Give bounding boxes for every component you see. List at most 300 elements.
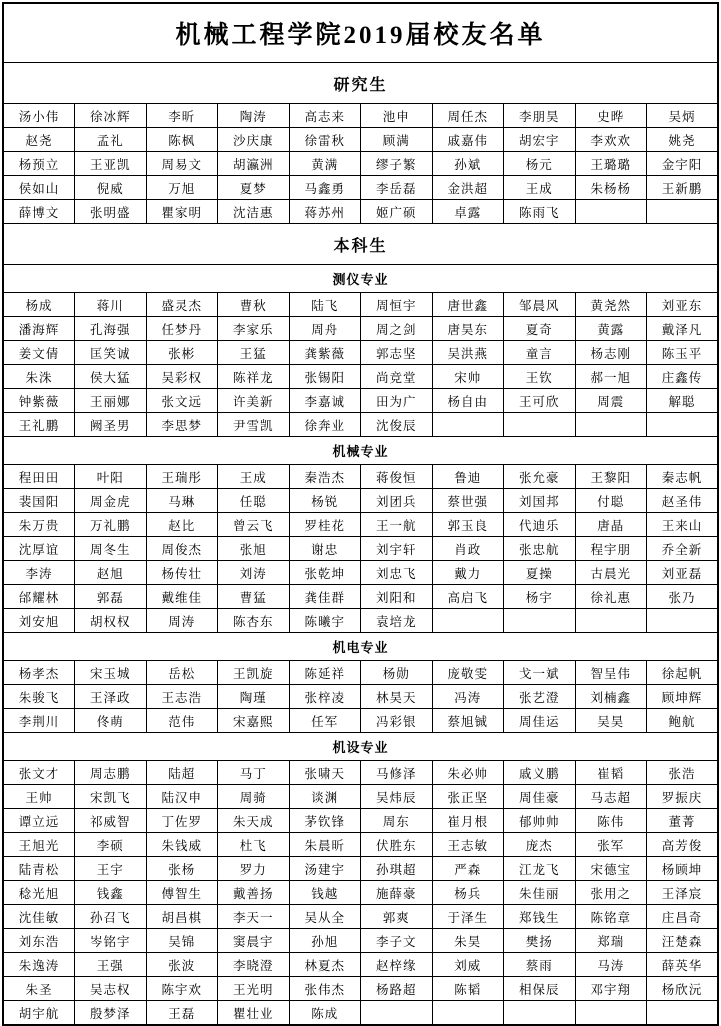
name-cell: 古晨光 — [575, 561, 647, 585]
name-cell: 杨志刚 — [575, 341, 647, 365]
name-cell: 赵圣伟 — [647, 489, 719, 513]
name-cell: 朱骏飞 — [3, 685, 75, 709]
name-cell: 戚义鹏 — [504, 761, 576, 785]
name-cell: 张波 — [146, 953, 218, 977]
alumni-table — [2, 2, 719, 1026]
section-row — [3, 265, 718, 293]
name-cell: 陶涛 — [218, 104, 290, 128]
name-cell: 李荆川 — [3, 709, 75, 733]
name-cell: 侯大猛 — [75, 365, 147, 389]
name-cell: 王成 — [218, 465, 290, 489]
name-cell: 刘宇轩 — [361, 537, 433, 561]
name-cell: 乔全新 — [647, 537, 719, 561]
name-cell: 张艺澄 — [504, 685, 576, 709]
name-cell: 刘亚东 — [647, 293, 719, 317]
name-cell: 瞿家明 — [146, 200, 218, 224]
name-cell: 周佳运 — [504, 709, 576, 733]
name-cell: 陈雨飞 — [504, 200, 576, 224]
name-cell: 夏操 — [504, 561, 576, 585]
name-cell: 刘威 — [432, 953, 504, 977]
name-cell: 林昊天 — [361, 685, 433, 709]
name-cell: 马涛 — [575, 953, 647, 977]
name-cell: 任聪 — [218, 489, 290, 513]
name-cell: 沈厚谊 — [3, 537, 75, 561]
table-row — [3, 128, 718, 152]
name-cell: 李家乐 — [218, 317, 290, 341]
name-cell: 薛博文 — [3, 200, 75, 224]
name-cell: 张军 — [575, 833, 647, 857]
name-cell — [647, 200, 719, 224]
name-cell: 高志来 — [289, 104, 361, 128]
name-cell: 陈成 — [289, 1001, 361, 1026]
name-cell: 张梓凌 — [289, 685, 361, 709]
name-cell: 陈韬 — [432, 977, 504, 1001]
name-cell: 张明盛 — [75, 200, 147, 224]
name-cell: 智呈伟 — [575, 661, 647, 685]
name-cell: 庞敬雯 — [432, 661, 504, 685]
name-cell: 朱圣 — [3, 977, 75, 1001]
name-cell — [575, 200, 647, 224]
section-header: 机设专业 — [3, 733, 718, 761]
table-row — [3, 929, 718, 953]
name-cell: 薛英华 — [647, 953, 719, 977]
name-cell: 钱越 — [289, 881, 361, 905]
name-cell: 郭志坚 — [361, 341, 433, 365]
name-cell: 戈一斌 — [504, 661, 576, 685]
name-cell: 李涛 — [3, 561, 75, 585]
name-cell: 孟礼 — [75, 128, 147, 152]
name-cell: 周佳豪 — [504, 785, 576, 809]
name-cell: 陈延祥 — [289, 661, 361, 685]
table-row — [3, 513, 718, 537]
name-cell: 窦晨宇 — [218, 929, 290, 953]
name-cell: 马琳 — [146, 489, 218, 513]
section-row — [3, 63, 718, 104]
name-cell: 胡宏宇 — [504, 128, 576, 152]
name-cell: 李硕 — [75, 833, 147, 857]
name-cell: 王来山 — [647, 513, 719, 537]
name-cell: 王凯旋 — [218, 661, 290, 685]
name-cell — [647, 413, 719, 437]
name-cell: 刘楠鑫 — [575, 685, 647, 709]
name-cell: 伏胜东 — [361, 833, 433, 857]
name-cell: 周易文 — [146, 152, 218, 176]
name-cell: 侯如山 — [3, 176, 75, 200]
name-cell: 付聪 — [575, 489, 647, 513]
name-cell: 朱必帅 — [432, 761, 504, 785]
name-cell: 杨勋 — [361, 661, 433, 685]
name-cell: 王猛 — [218, 341, 290, 365]
name-cell: 刘忠飞 — [361, 561, 433, 585]
name-cell: 周金虎 — [75, 489, 147, 513]
name-cell: 唐昊东 — [432, 317, 504, 341]
name-cell: 李思梦 — [146, 413, 218, 437]
name-cell: 杨锐 — [289, 489, 361, 513]
name-cell: 刘涛 — [218, 561, 290, 585]
name-cell: 王宇 — [75, 857, 147, 881]
name-cell: 戚嘉伟 — [432, 128, 504, 152]
name-cell: 朱钱威 — [146, 833, 218, 857]
name-cell: 张乾坤 — [289, 561, 361, 585]
name-cell: 龚紫薇 — [289, 341, 361, 365]
name-cell: 钟紫薇 — [3, 389, 75, 413]
name-cell: 盛灵杰 — [146, 293, 218, 317]
name-cell: 相保辰 — [504, 977, 576, 1001]
name-cell: 姬广硕 — [361, 200, 433, 224]
name-cell: 张乃 — [647, 585, 719, 609]
table-row — [3, 585, 718, 609]
name-cell: 朱晨昕 — [289, 833, 361, 857]
name-cell: 鲍航 — [647, 709, 719, 733]
name-cell: 张伟杰 — [289, 977, 361, 1001]
name-cell: 庄鑫传 — [647, 365, 719, 389]
table-row — [3, 785, 718, 809]
name-cell: 王旭光 — [3, 833, 75, 857]
name-cell: 金宇阳 — [647, 152, 719, 176]
table-row — [3, 413, 718, 437]
name-cell: 鲁迪 — [432, 465, 504, 489]
name-cell: 肖政 — [432, 537, 504, 561]
name-cell: 张旭 — [218, 537, 290, 561]
name-cell: 陈伟 — [575, 809, 647, 833]
name-cell: 田为广 — [361, 389, 433, 413]
name-cell: 吴锦 — [146, 929, 218, 953]
table-row — [3, 489, 718, 513]
table-row — [3, 561, 718, 585]
name-cell: 崔月根 — [432, 809, 504, 833]
section-header: 本科生 — [3, 224, 718, 265]
name-cell: 刘安旭 — [3, 609, 75, 633]
name-cell: 徐冰辉 — [75, 104, 147, 128]
name-cell: 王新鹏 — [647, 176, 719, 200]
name-cell: 姜文倩 — [3, 341, 75, 365]
name-cell: 朱佳丽 — [504, 881, 576, 905]
table-row — [3, 661, 718, 685]
name-cell: 王丽娜 — [75, 389, 147, 413]
name-cell: 袁培龙 — [361, 609, 433, 633]
name-cell: 姚尧 — [647, 128, 719, 152]
name-cell: 刘国邦 — [504, 489, 576, 513]
name-cell: 樊扬 — [504, 929, 576, 953]
name-cell: 陈宇欢 — [146, 977, 218, 1001]
name-cell: 王帅 — [3, 785, 75, 809]
name-cell — [504, 609, 576, 633]
name-cell: 周冬生 — [75, 537, 147, 561]
name-cell: 杨成 — [3, 293, 75, 317]
table-row — [3, 537, 718, 561]
name-cell: 杨传壮 — [146, 561, 218, 585]
name-cell: 董菁 — [647, 809, 719, 833]
name-cell: 蒋川 — [75, 293, 147, 317]
name-cell: 宋帅 — [432, 365, 504, 389]
name-cell: 张文远 — [146, 389, 218, 413]
name-cell: 邰耀林 — [3, 585, 75, 609]
table-row — [3, 857, 718, 881]
name-cell: 刘亚磊 — [647, 561, 719, 585]
name-cell: 尚竞堂 — [361, 365, 433, 389]
name-cell: 朱天成 — [218, 809, 290, 833]
name-cell: 冯涛 — [432, 685, 504, 709]
name-cell: 唐晶 — [575, 513, 647, 537]
name-cell: 王一航 — [361, 513, 433, 537]
name-cell: 周涛 — [146, 609, 218, 633]
name-cell: 丁佐罗 — [146, 809, 218, 833]
name-cell: 王璐璐 — [575, 152, 647, 176]
name-cell: 徐奔业 — [289, 413, 361, 437]
name-cell: 万礼鹏 — [75, 513, 147, 537]
name-cell: 王成 — [504, 176, 576, 200]
name-cell: 李天一 — [218, 905, 290, 929]
name-cell: 裴国阳 — [3, 489, 75, 513]
name-cell: 秦浩杰 — [289, 465, 361, 489]
name-cell: 尹雪凯 — [218, 413, 290, 437]
name-cell: 汤小伟 — [3, 104, 75, 128]
name-cell: 王礼鹏 — [3, 413, 75, 437]
name-cell: 周之剑 — [361, 317, 433, 341]
table-row — [3, 104, 718, 128]
name-cell: 陆超 — [146, 761, 218, 785]
name-cell: 马修泽 — [361, 761, 433, 785]
table-row — [3, 833, 718, 857]
table-row — [3, 389, 718, 413]
name-cell: 童言 — [504, 341, 576, 365]
name-cell: 李岳磊 — [361, 176, 433, 200]
name-cell: 李嘉诚 — [289, 389, 361, 413]
name-cell: 龚佳群 — [289, 585, 361, 609]
name-cell: 谈渊 — [289, 785, 361, 809]
name-cell: 王强 — [75, 953, 147, 977]
name-cell: 缪子繁 — [361, 152, 433, 176]
name-cell: 卓露 — [432, 200, 504, 224]
name-cell: 李朋昊 — [504, 104, 576, 128]
name-cell: 杨兵 — [432, 881, 504, 905]
name-cell: 吴志权 — [75, 977, 147, 1001]
name-cell: 郭磊 — [75, 585, 147, 609]
section-row — [3, 633, 718, 661]
name-cell: 吴彩权 — [146, 365, 218, 389]
section-row — [3, 733, 718, 761]
name-cell: 胡瀛洲 — [218, 152, 290, 176]
name-cell: 徐雷秋 — [289, 128, 361, 152]
name-cell: 高启飞 — [432, 585, 504, 609]
name-cell: 张浩 — [647, 761, 719, 785]
section-header: 研究生 — [3, 63, 718, 104]
name-cell: 唐世鑫 — [432, 293, 504, 317]
name-cell: 杨路超 — [361, 977, 433, 1001]
name-cell: 陈曦宇 — [289, 609, 361, 633]
name-cell: 戴力 — [432, 561, 504, 585]
name-cell — [361, 1001, 433, 1026]
name-cell: 张文才 — [3, 761, 75, 785]
name-cell: 蔡雨 — [504, 953, 576, 977]
name-cell: 王志浩 — [146, 685, 218, 709]
name-cell: 沈俊辰 — [361, 413, 433, 437]
name-cell: 范伟 — [146, 709, 218, 733]
name-cell: 夏奇 — [504, 317, 576, 341]
name-cell: 王泽宸 — [647, 881, 719, 905]
name-cell: 谢忠 — [289, 537, 361, 561]
name-cell: 吴昊 — [575, 709, 647, 733]
name-cell: 稔光旭 — [3, 881, 75, 905]
table-row — [3, 176, 718, 200]
name-cell: 罗力 — [218, 857, 290, 881]
name-cell: 王亚凯 — [75, 152, 147, 176]
name-cell: 周东 — [361, 809, 433, 833]
name-cell: 陶瑾 — [218, 685, 290, 709]
table-row — [3, 809, 718, 833]
name-cell: 倪威 — [75, 176, 147, 200]
name-cell — [647, 1001, 719, 1026]
name-cell: 赵尧 — [3, 128, 75, 152]
name-cell: 孙斌 — [432, 152, 504, 176]
name-cell: 宋德宝 — [575, 857, 647, 881]
name-cell: 林夏杰 — [289, 953, 361, 977]
table-row — [3, 905, 718, 929]
name-cell: 任军 — [289, 709, 361, 733]
name-cell: 徐礼惠 — [575, 585, 647, 609]
table-row — [3, 761, 718, 785]
name-cell: 宋嘉熙 — [218, 709, 290, 733]
name-cell: 蔡旭铖 — [432, 709, 504, 733]
name-cell: 戴善扬 — [218, 881, 290, 905]
name-cell: 程宇朋 — [575, 537, 647, 561]
name-cell: 曾云飞 — [218, 513, 290, 537]
name-cell: 谭立远 — [3, 809, 75, 833]
name-cell: 邹晨风 — [504, 293, 576, 317]
name-cell — [575, 413, 647, 437]
title-row — [3, 3, 718, 63]
name-cell: 周震 — [575, 389, 647, 413]
name-cell: 孙旭 — [289, 929, 361, 953]
name-cell: 吴炳 — [647, 104, 719, 128]
table-row — [3, 200, 718, 224]
name-cell: 祁威智 — [75, 809, 147, 833]
table-row — [3, 1001, 718, 1026]
section-header: 机电专业 — [3, 633, 718, 661]
name-cell: 郑瑞 — [575, 929, 647, 953]
name-cell: 宋凯飞 — [75, 785, 147, 809]
name-cell: 王钦 — [504, 365, 576, 389]
section-row — [3, 437, 718, 465]
name-cell: 张正坚 — [432, 785, 504, 809]
name-cell: 胡权权 — [75, 609, 147, 633]
name-cell: 陈杏东 — [218, 609, 290, 633]
name-cell: 郝一旭 — [575, 365, 647, 389]
name-cell: 张允豪 — [504, 465, 576, 489]
name-cell: 李晓澄 — [218, 953, 290, 977]
name-cell: 宋玉城 — [75, 661, 147, 685]
name-cell: 程田田 — [3, 465, 75, 489]
name-cell: 王泽政 — [75, 685, 147, 709]
name-cell: 任梦丹 — [146, 317, 218, 341]
name-cell — [432, 609, 504, 633]
name-cell: 朱杨杨 — [575, 176, 647, 200]
name-cell: 郁帅帅 — [504, 809, 576, 833]
name-cell: 刘团兵 — [361, 489, 433, 513]
name-cell: 李子文 — [361, 929, 433, 953]
name-cell: 蒋俊恒 — [361, 465, 433, 489]
name-cell: 匡笑诚 — [75, 341, 147, 365]
name-cell: 吴从全 — [289, 905, 361, 929]
name-cell: 李昕 — [146, 104, 218, 128]
name-cell: 周舟 — [289, 317, 361, 341]
table-row — [3, 953, 718, 977]
name-cell: 岑铭宇 — [75, 929, 147, 953]
table-row — [3, 341, 718, 365]
table-row — [3, 709, 718, 733]
name-cell: 马丁 — [218, 761, 290, 785]
name-cell: 严森 — [432, 857, 504, 881]
name-cell — [504, 413, 576, 437]
name-cell: 叶阳 — [75, 465, 147, 489]
name-cell: 王黎阳 — [575, 465, 647, 489]
name-cell: 杨自由 — [432, 389, 504, 413]
name-cell: 赵梓缘 — [361, 953, 433, 977]
table-row — [3, 609, 718, 633]
name-cell: 冯彩银 — [361, 709, 433, 733]
name-cell: 江龙飞 — [504, 857, 576, 881]
name-cell: 秦志帆 — [647, 465, 719, 489]
page-title: 机械工程学院2019届校友名单 — [3, 3, 718, 63]
section-header: 机械专业 — [3, 437, 718, 465]
name-cell: 胡昌棋 — [146, 905, 218, 929]
name-cell: 李欢欢 — [575, 128, 647, 152]
name-cell: 张啸天 — [289, 761, 361, 785]
name-cell: 池申 — [361, 104, 433, 128]
name-cell: 朱逸涛 — [3, 953, 75, 977]
name-cell: 顾满 — [361, 128, 433, 152]
name-cell: 杨元 — [504, 152, 576, 176]
name-cell: 赵比 — [146, 513, 218, 537]
name-cell: 沙庆康 — [218, 128, 290, 152]
name-cell: 张锡阳 — [289, 365, 361, 389]
name-cell: 茅钦锋 — [289, 809, 361, 833]
name-cell — [432, 1001, 504, 1026]
name-cell: 陈玉平 — [647, 341, 719, 365]
name-cell: 胡宇航 — [3, 1001, 75, 1026]
name-cell: 黄尧然 — [575, 293, 647, 317]
name-cell: 周任杰 — [432, 104, 504, 128]
name-cell: 郭爽 — [361, 905, 433, 929]
name-cell: 夏梦 — [218, 176, 290, 200]
name-cell: 杨预立 — [3, 152, 75, 176]
name-cell: 张彬 — [146, 341, 218, 365]
name-cell: 陆飞 — [289, 293, 361, 317]
name-cell: 潘海辉 — [3, 317, 75, 341]
name-cell: 吴炜辰 — [361, 785, 433, 809]
table-row — [3, 152, 718, 176]
name-cell: 沈佳敏 — [3, 905, 75, 929]
table-row — [3, 293, 718, 317]
name-cell: 瞿壮业 — [218, 1001, 290, 1026]
name-cell: 杨孝杰 — [3, 661, 75, 685]
name-cell: 蒋苏州 — [289, 200, 361, 224]
name-cell: 朱洙 — [3, 365, 75, 389]
name-cell: 杨顾坤 — [647, 857, 719, 881]
name-cell: 罗振庆 — [647, 785, 719, 809]
name-cell: 王光明 — [218, 977, 290, 1001]
name-cell: 张忠航 — [504, 537, 576, 561]
name-cell: 解聪 — [647, 389, 719, 413]
name-cell: 杜飞 — [218, 833, 290, 857]
name-cell: 金洪超 — [432, 176, 504, 200]
table-row — [3, 365, 718, 389]
name-cell: 马鑫勇 — [289, 176, 361, 200]
name-cell — [647, 609, 719, 633]
name-cell: 钱鑫 — [75, 881, 147, 905]
table-row — [3, 977, 718, 1001]
name-cell: 崔韬 — [575, 761, 647, 785]
